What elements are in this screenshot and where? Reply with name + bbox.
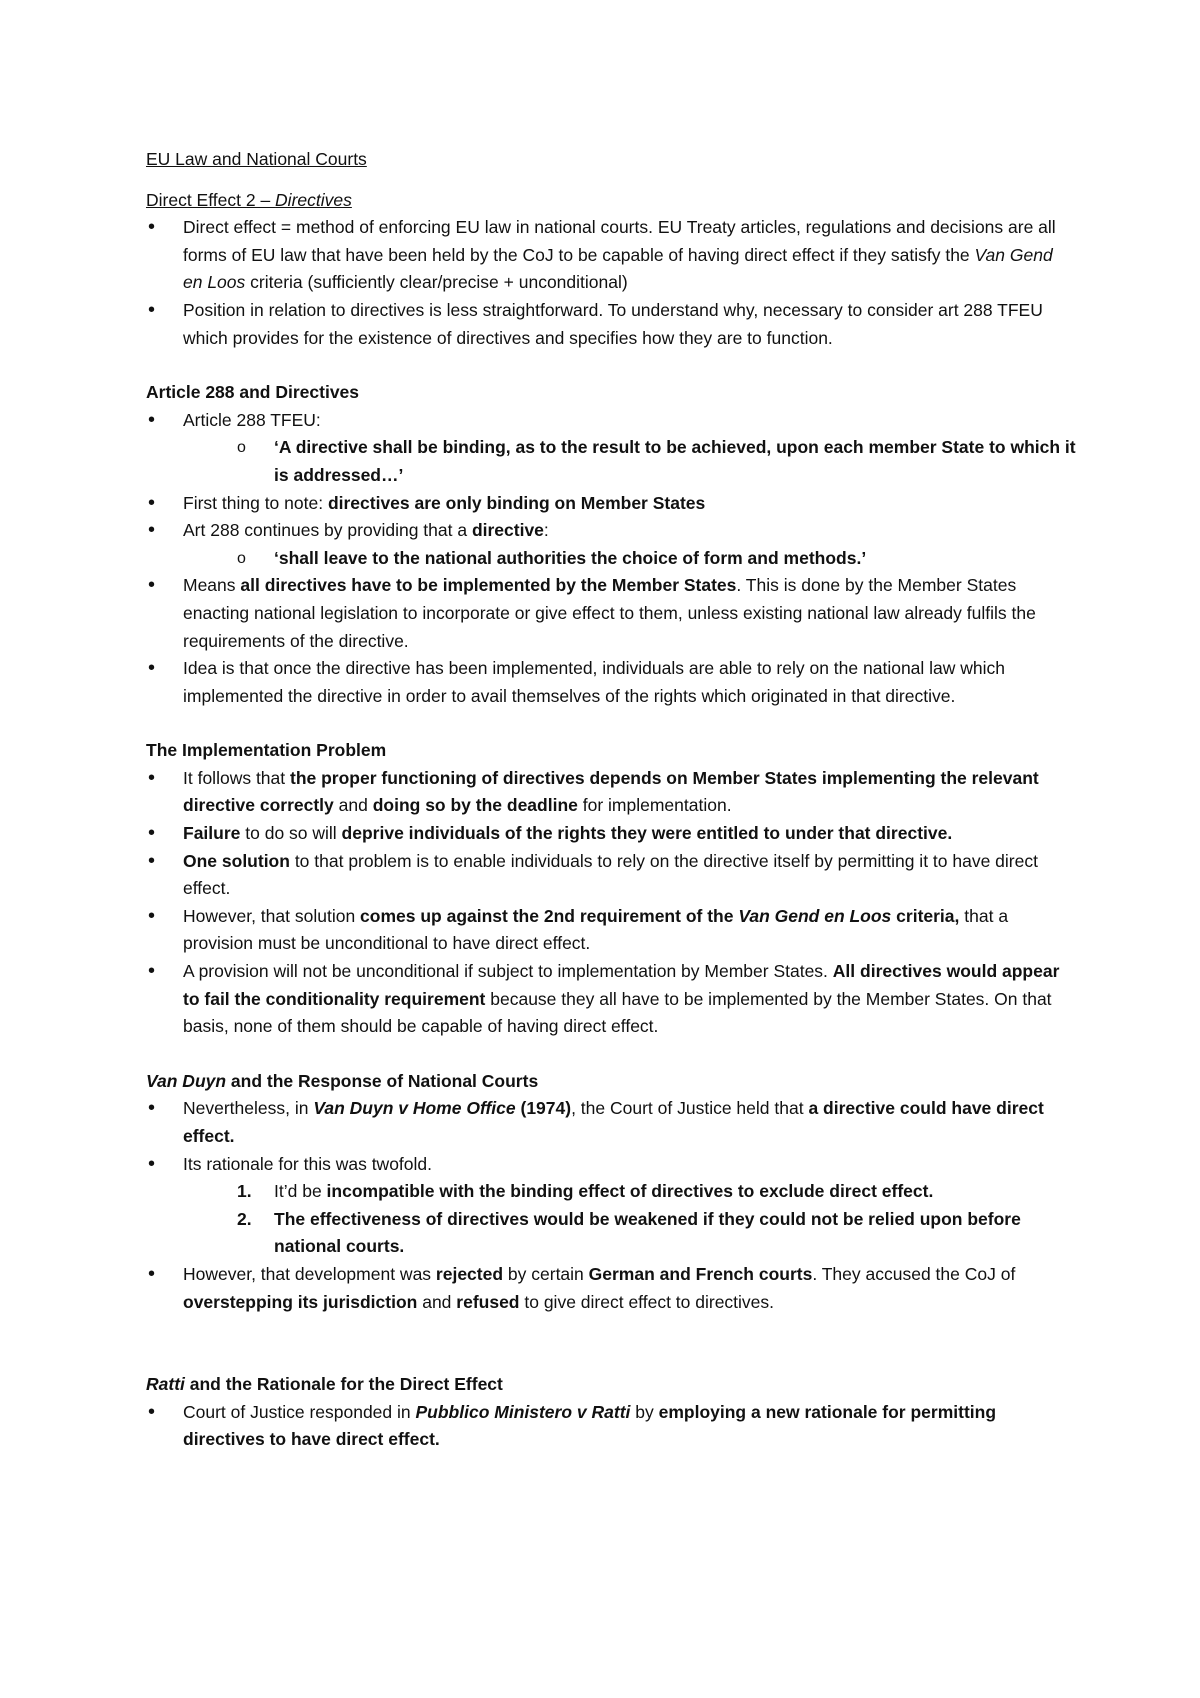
document-title: EU Law and National Courts — [146, 149, 367, 169]
list-item: • However, that development was rejected by certain German and French courts. They accused the CoJ of overstepping its jurisdiction and refused to give direct effect to directives. — [146, 1261, 1076, 1316]
list-item: • Failure to do so will deprive individuals of the rights they were entitled to under that directive. — [146, 820, 1076, 848]
bullet-list — [146, 1095, 1076, 1316]
list-item: • Position in relation to directives is less straightforward. To understand why, necessary to consider art 288 TFEU which provides for the existence of directives and specifies how they are to function. — [146, 297, 1076, 352]
list-item: • Idea is that once the directive has been implemented, individuals are able to rely on the national law which implemented the directive in order to avail themselves of the rights which originated in that directive. — [146, 655, 1076, 710]
list-item: • However, that solution comes up against the 2nd requirement of the Van Gend en Loos criteria, that a provision must be unconditional to have direct effect. — [146, 903, 1076, 958]
list-item: • It follows that the proper functioning of directives depends on Member States implementing the relevant directive correctly and doing so by the deadline for implementation. — [146, 765, 1076, 820]
list-item: • Its rationale for this was twofold. 1. It’d be incompatible with the binding effect of directives to exclude direct effect. 2. The effectiveness of directives would be weakened if they could not be relied upon before national courts. — [146, 1151, 1076, 1261]
bullet-list — [146, 765, 1076, 1041]
bullet-list — [146, 214, 1076, 352]
section-heading-article-288: Article 288 and Directives — [146, 382, 360, 403]
numbered-item: 2. The effectiveness of directives would be weakened if they could not be relied upon before national courts. — [237, 1208, 1021, 1257]
sub-list-item: o ‘shall leave to the national authorities the choice of form and methods.’ — [237, 545, 1076, 573]
section-heading-ratti: Ratti and the Rationale for the Direct Effect — [146, 1374, 503, 1395]
list-item: • Direct effect = method of enforcing EU law in national courts. EU Treaty articles, regulations and decisions are all forms of EU law that have been held by the CoJ to be capable of having direct effect if they satisfy the Van Gend en Loos criteria (sufficiently clear/precise + unconditional) — [146, 214, 1076, 297]
sub-list — [183, 434, 1076, 489]
bullet-list — [146, 407, 1076, 711]
section-heading-direct-effect: Direct Effect 2 – Directives — [146, 189, 352, 210]
list-item: • A provision will not be unconditional if subject to implementation by Member States. All directives would appear to fail the conditionality requirement because they all have to be implemented by the Member States. On that basis, none of them should be capable of having direct effect. — [146, 958, 1076, 1041]
list-item: • Article 288 TFEU: o ‘A directive shall be binding, as to the result to be achieved, upon each member State to which it is addressed…’ — [146, 407, 1076, 490]
list-item: • Means all directives have to be implemented by the Member States. This is done by the Member States enacting national legislation to incorporate or give effect to them, unless existing national law already fulfils the requirements of the directive. — [146, 572, 1076, 655]
list-item: • Court of Justice responded in Pubblico Ministero v Ratti by employing a new rationale for permitting directives to have direct effect. — [146, 1399, 1076, 1454]
heading-emphasis: Directives — [275, 189, 352, 210]
section-heading-implementation-problem: The Implementation Problem — [146, 740, 387, 761]
list-item: • First thing to note: directives are only binding on Member States — [146, 490, 1076, 518]
bullet-list — [146, 1399, 1076, 1454]
sub-list — [183, 545, 1076, 573]
numbered-list — [183, 1178, 1076, 1261]
list-item: • Art 288 continues by providing that a directive: o ‘shall leave to the national authorities the choice of form and methods.’ — [146, 517, 1076, 572]
numbered-item: 1. It’d be incompatible with the binding effect of directives to exclude direct effect. — [237, 1181, 934, 1202]
section-heading-van-duyn: Van Duyn and the Response of National Courts — [146, 1070, 539, 1091]
document-page — [146, 146, 1076, 1454]
list-item: • Nevertheless, in Van Duyn v Home Office (1974), the Court of Justice held that a directive could have direct effect. — [146, 1095, 1076, 1150]
list-item: • One solution to that problem is to enable individuals to rely on the directive itself by permitting it to have direct effect. — [146, 848, 1076, 903]
sub-list-item: o ‘A directive shall be binding, as to the result to be achieved, upon each member State to which it is addressed…’ — [237, 434, 1076, 489]
